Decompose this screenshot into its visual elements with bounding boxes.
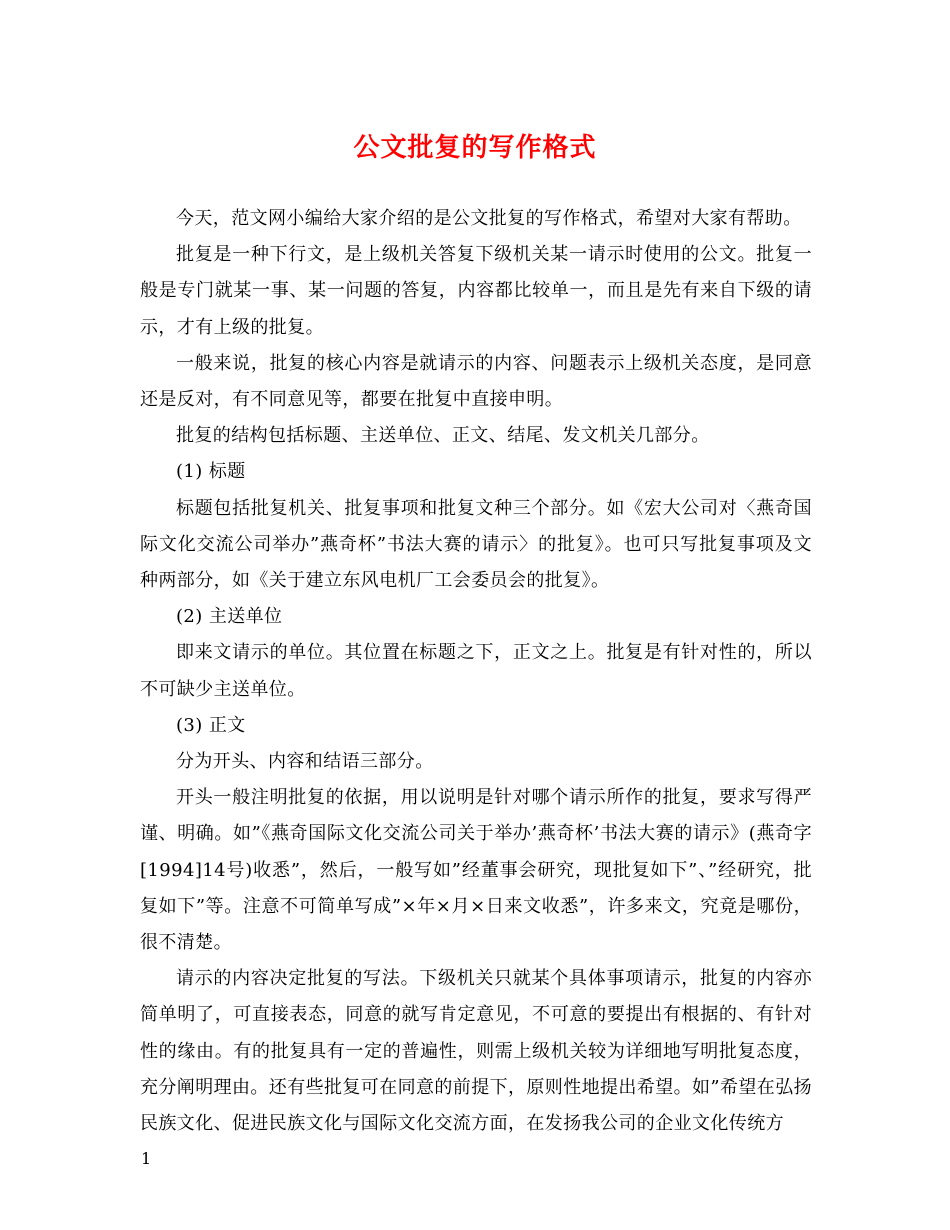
section-heading-body: (3) 正文	[176, 714, 246, 736]
paragraph-opening: 开头一般注明批复的依据，用以说明是针对哪个请示所作的批复，要求写得严谨、明确。如”《燕奇国际文化交流公司关于举办’燕奇杯’书法大赛的请示》(燕奇字[1994]14号)收悉”，然后，一般写如”经董事会研究，现批复如下”、”经研究，批复如下”等。注意不可简单写成”×年×月×日来文收悉”，许多来文，究竟是哪份，很不清楚。	[140, 787, 812, 954]
paragraph-structure: 批复的结构包括标题、主送单位、正文、结尾、发文机关几部分。	[176, 425, 710, 447]
paragraph-body-parts: 分为开头、内容和结语三部分。	[176, 751, 434, 773]
section-heading-title: (1) 标题	[176, 461, 246, 483]
paragraph-recipient-detail: 即来文请示的单位。其位置在标题之下，正文之上。批复是有针对性的，所以不可缺少主送单位。	[140, 642, 812, 700]
document-body	[140, 201, 812, 1142]
paragraph-intro: 今天，范文网小编给大家介绍的是公文批复的写作格式，希望对大家有帮助。	[176, 208, 802, 229]
section-heading-recipient: (2) 主送单位	[176, 606, 283, 628]
paragraph-content: 请示的内容决定批复的写法。下级机关只就某个具体事项请示，批复的内容亦简单明了，可直接表态，同意的就写肯定意见，不可意的要提出有根据的、有针对性的缘由。有的批复具有一定的普遍性，则需上级机关较为详细地写明批复态度，充分阐明理由。还有些批复可在同意的前提下，原则性地提出希望。如”希望在弘扬民族文化、促进民族文化与国际文化交流方面，在发扬我公司的企业文化传统方	[140, 968, 812, 1135]
paragraph-title-detail: 标题包括批复机关、批复事项和批复文种三个部分。如《宏大公司对〈燕奇国际文化交流公司举办”燕奇杯”书法大赛的请示〉的批复》。也可只写批复事项及文种两部分，如《关于建立东风电机厂工会委员会的批复》。	[140, 497, 812, 592]
document-title: 公文批复的写作格式	[353, 133, 597, 163]
page-number: 1	[141, 1149, 152, 1168]
paragraph-definition: 批复是一种下行文，是上级机关答复下级机关某一请示时使用的公文。批复一般是专门就某一事、某一问题的答复，内容都比较单一，而且是先有来自下级的请示，才有上级的批复。	[140, 244, 812, 338]
paragraph-core-content: 一般来说，批复的核心内容是就请示的内容、问题表示上级机关态度，是同意还是反对，有不同意见等，都要在批复中直接申明。	[140, 352, 812, 411]
